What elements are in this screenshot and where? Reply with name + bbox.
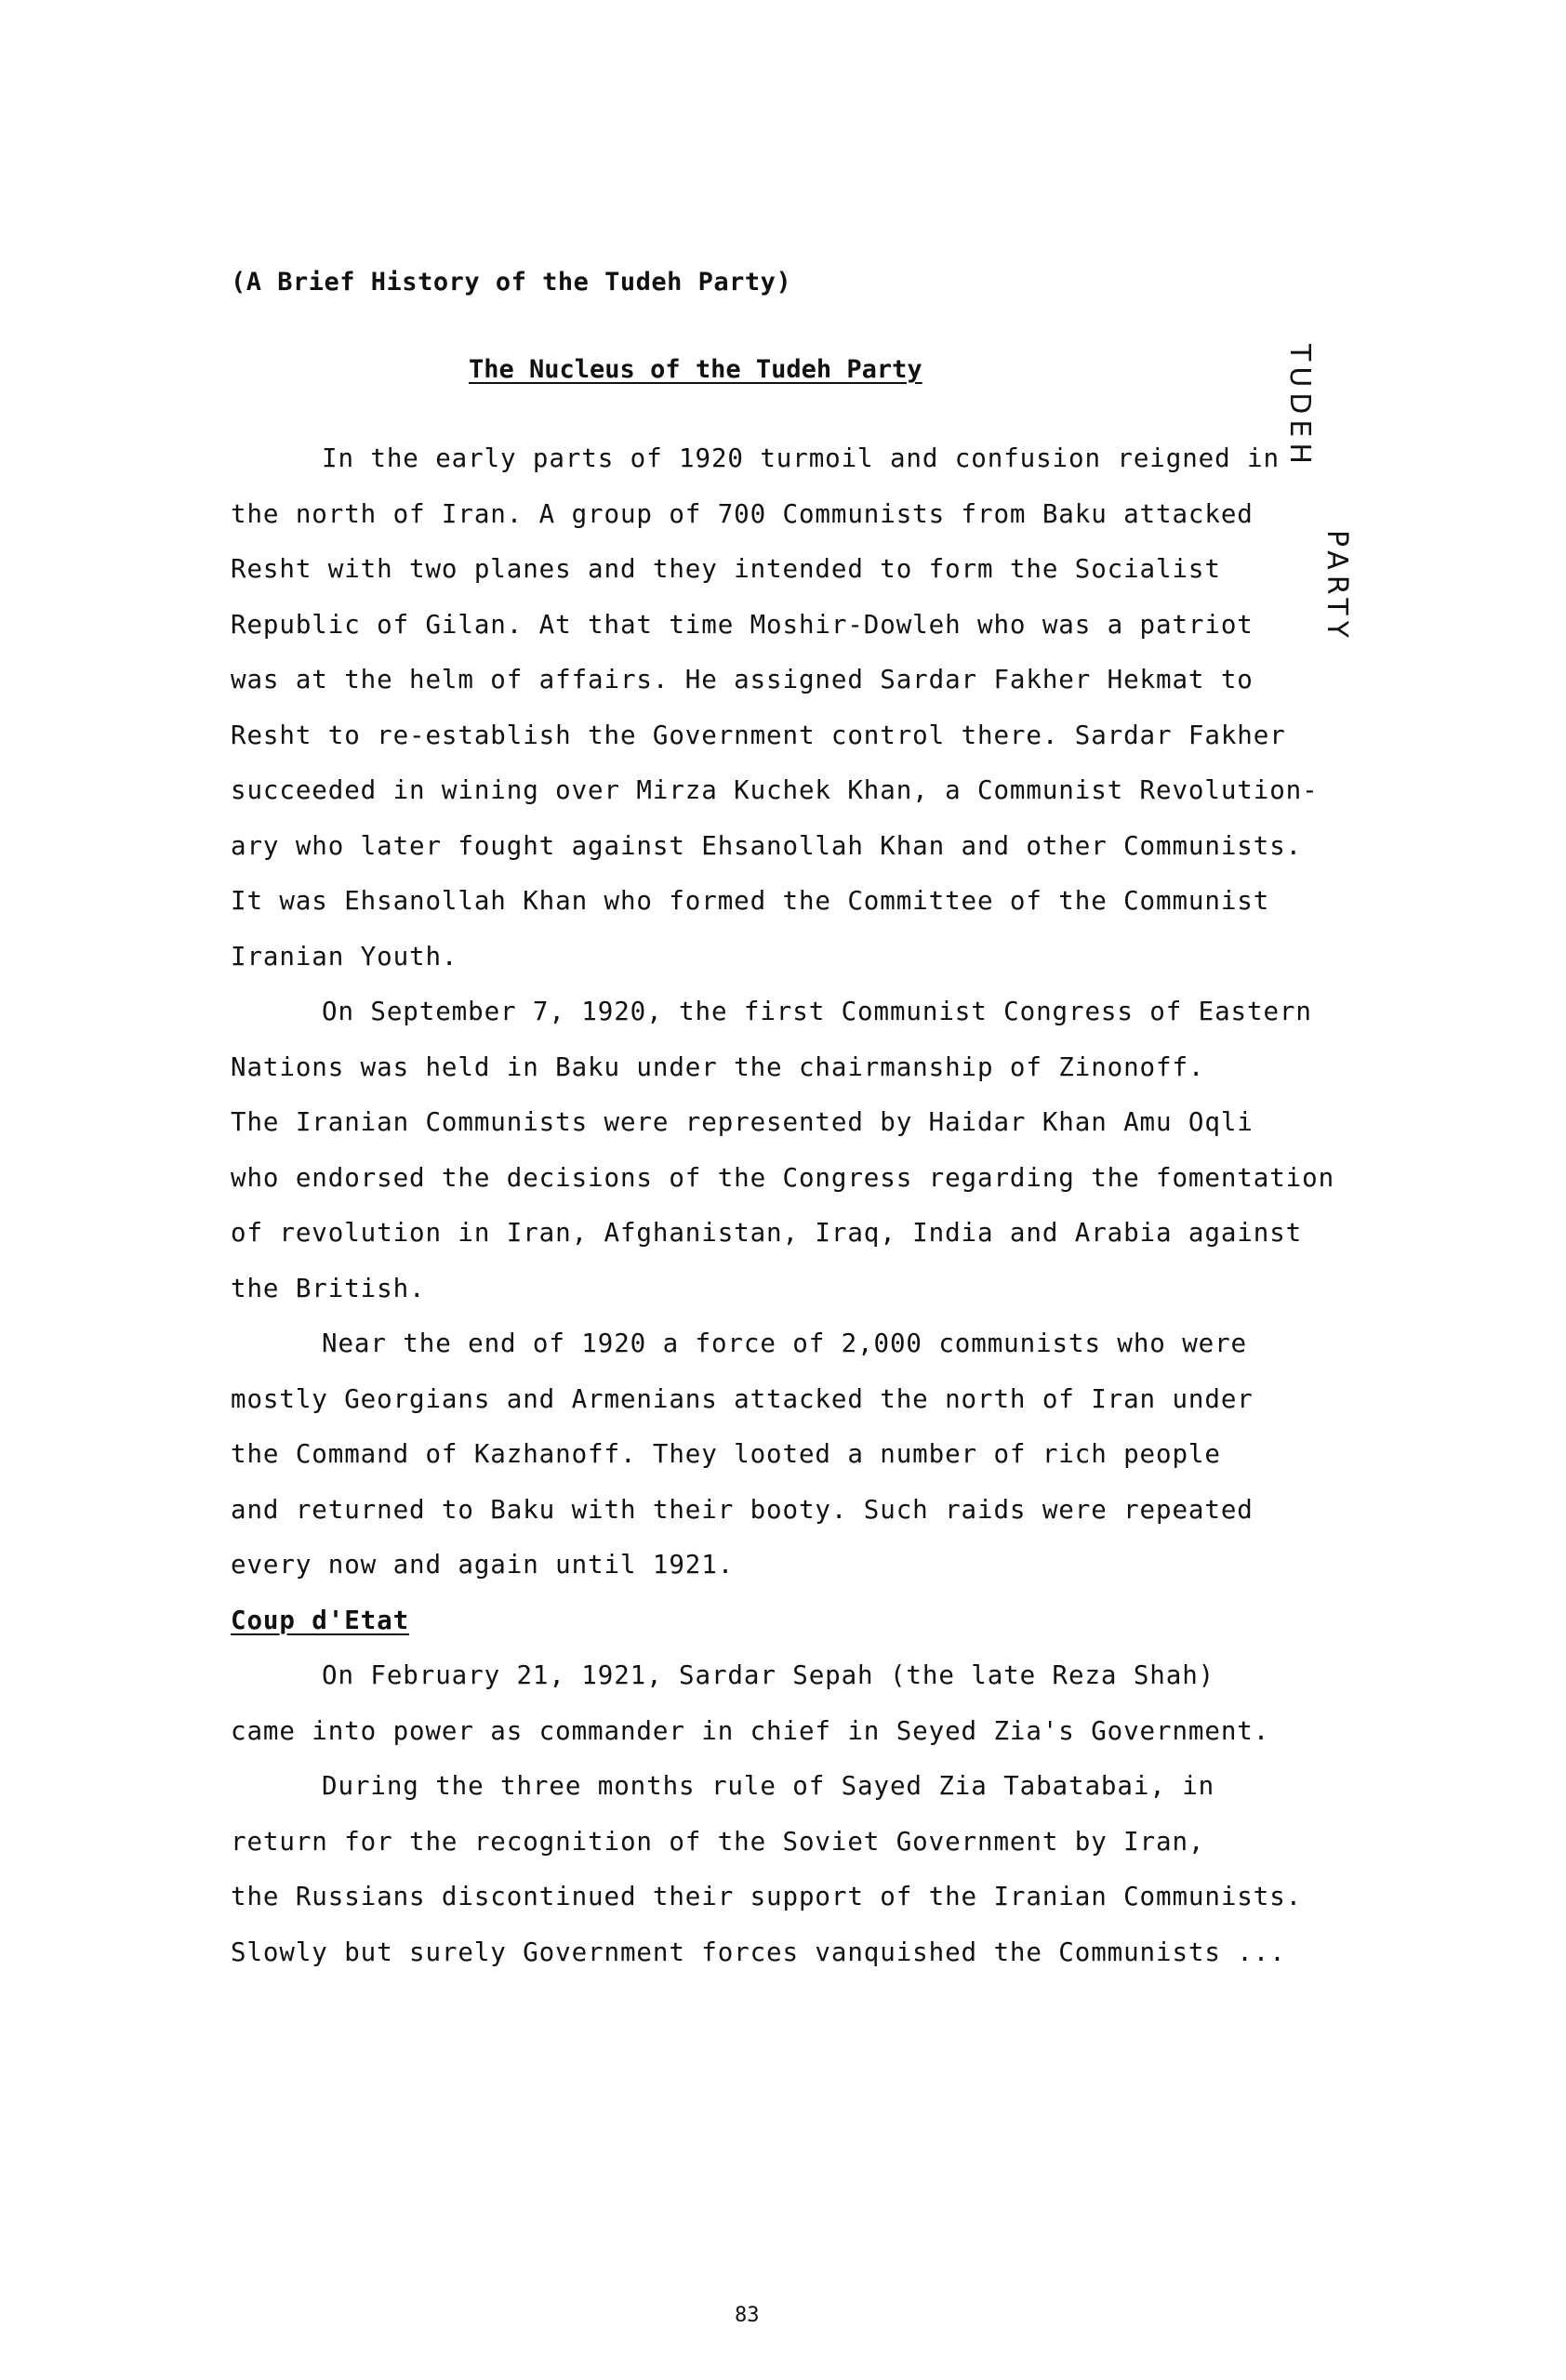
paragraph-1: In the early parts of 1920 turmoil and confusion reigned in the north of Iran. A group of 700 Communists from Baku attacked Resht with two planes and they intended to form the Socialist Republic of Gilan. At that time Moshir-Dowleh who was a patriot was at the helm of affairs. He assigned Sardar Fakher Hekmat to Resht to re-establish the Government control there. Sardar Fakher succeeded in wining over Mirza Kuchek Khan, a Communist Revolution- ary who later fought against Ehsanollah Khan and other Communists. It was Ehsanollah Khan who formed the Committee of the Communist Iranian Youth.: [231, 443, 1319, 972]
paragraph-2: On September 7, 1920, the first Communist Congress of Eastern Nations was held in Baku under the chairmanship of Zinonoff. The Iranian Communists were represented by Haidar Khan Amu Oqli who endorsed the decisions of the Congress regarding the fomentation of revolution in Iran, Afghanistan, Iraq, India and Arabia against the British.: [231, 997, 1335, 1303]
margin-note-line-2: PARTY: [1320, 530, 1353, 644]
page-number: 83: [735, 2304, 760, 2327]
document-header: (A Brief History of the Tudeh Party): [231, 268, 792, 297]
section-heading: The Nucleus of the Tudeh Party: [469, 355, 922, 384]
margin-note-line-1: TUDEH: [1283, 344, 1316, 469]
document-body: [231, 431, 1374, 1980]
paragraph-4: On February 21, 1921, Sardar Sepah (the late Reza Shah) came into power as commander in chief in Seyed Zia's Government.: [231, 1660, 1270, 1746]
paragraph-3: Near the end of 1920 a force of 2,000 communists who were mostly Georgians and Armenians attacked the north of Iran under the Command of Kazhanoff. They looted a number of rich people and returned to Baku with their booty. Such raids were repeated every now and again until 1921.: [231, 1329, 1254, 1580]
coup-detat-heading: Coup d'Etat: [231, 1605, 410, 1635]
paragraph-5: During the three months rule of Sayed Zia Tabatabai, in return for the recognition of the Soviet Government by Iran, the Russians discontinued their support of the Iranian Communists. Slowly but surely Government forces vanquished the Communists ...: [231, 1771, 1303, 1967]
